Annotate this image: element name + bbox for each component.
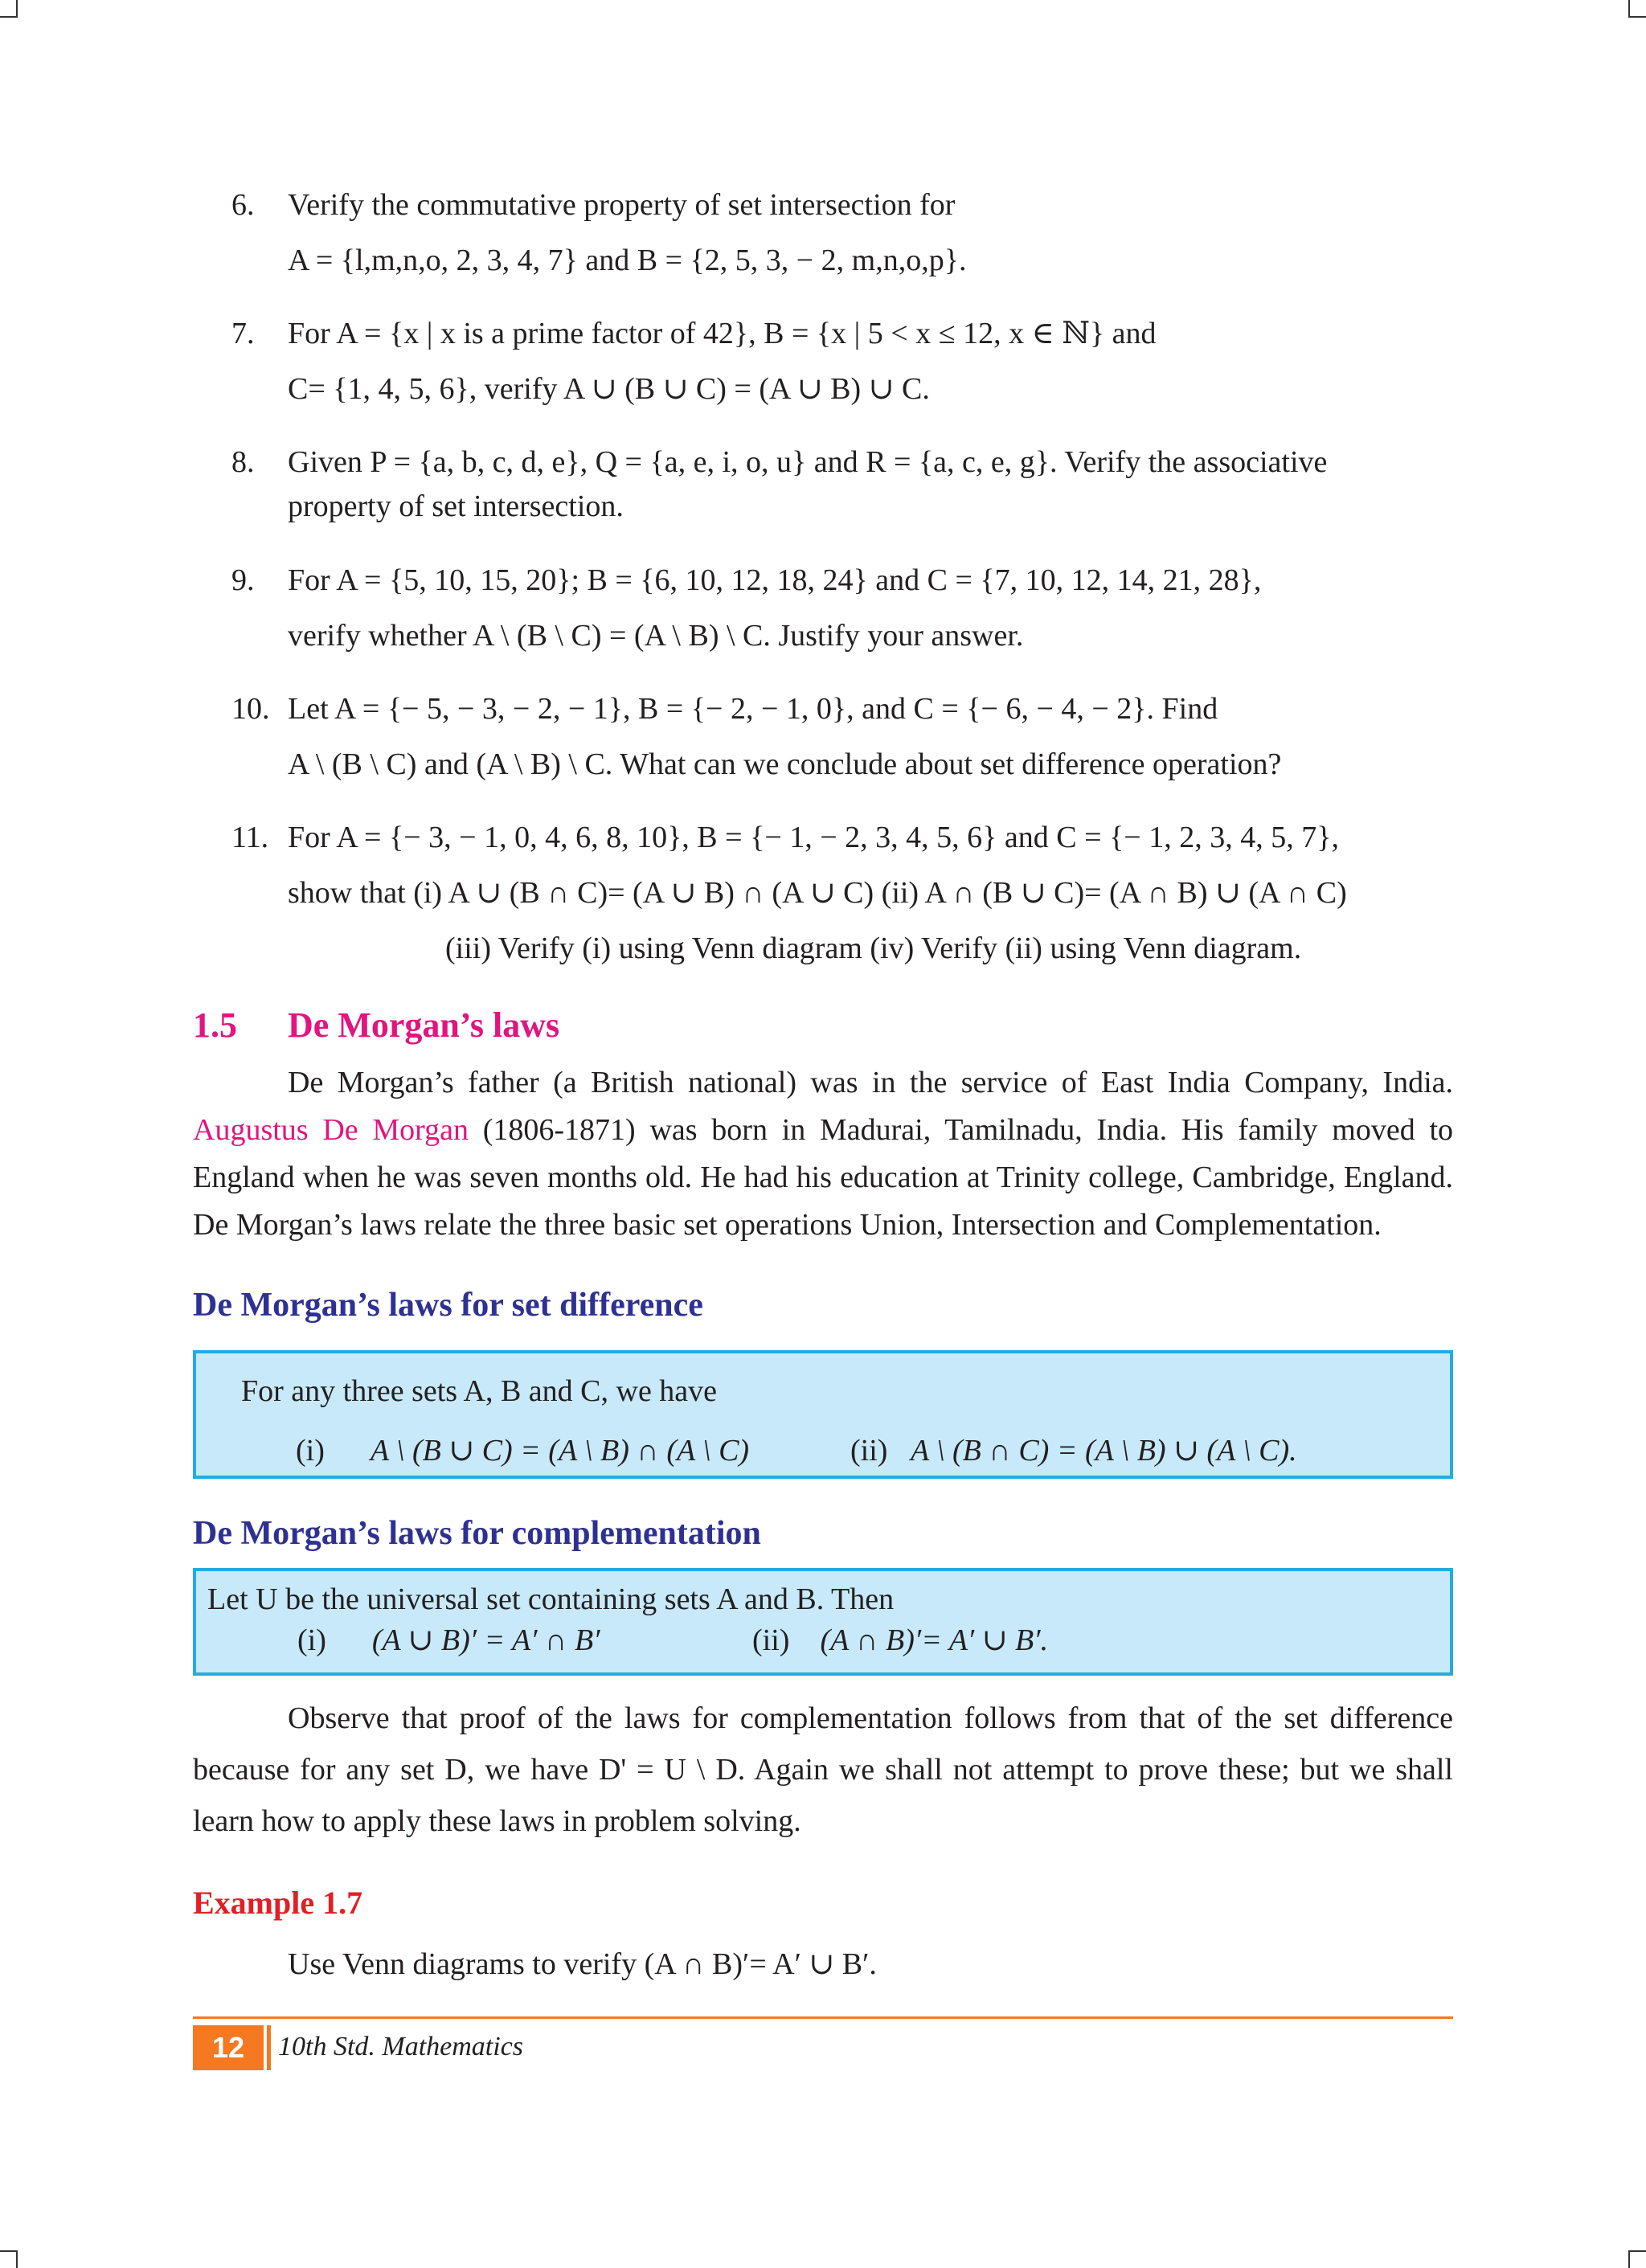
- exercise-number: 9.: [231, 563, 255, 597]
- set-difference-law-i: A \ (B ∪ C) = (A \ B) ∩ (A \ C): [370, 1433, 750, 1468]
- exercise-number: 11.: [231, 820, 269, 854]
- section-heading: [193, 1000, 1453, 1051]
- complementation-intro: Let U be the universal set containing sets A and B. Then: [207, 1582, 895, 1617]
- observe-paragraph: Observe that proof of the laws for complementation follows from that of the set difference because for any set D, we have D' = U \ D. Again we shall not attempt to prove these; but we shall learn how to apply these laws in problem solving.: [193, 1701, 1453, 1839]
- page-content: [193, 183, 1453, 1987]
- law-label: (ii): [850, 1433, 888, 1468]
- exercise-number: 6.: [231, 188, 255, 222]
- de-morgan-name: Augustus De Morgan: [193, 1112, 469, 1147]
- exercise-text: Let A = {− 5, − 3, − 2, − 1}, B = {− 2, − 1, 0}, and C = {− 6, − 4, − 2}. Find: [288, 691, 1218, 726]
- law-label: (ii): [752, 1623, 790, 1658]
- set-difference-box: [193, 1350, 1453, 1479]
- exercise-10: [193, 687, 1453, 787]
- complementation-law-ii: (A ∩ B)′= A′ ∪ B′.: [820, 1623, 1049, 1658]
- exercise-text: property of set intersection.: [288, 489, 624, 524]
- exercise-11: [193, 816, 1453, 971]
- complementation-heading: De Morgan’s laws for complementation: [193, 1515, 761, 1553]
- section-number: 1.5: [193, 1005, 237, 1046]
- example-label: Example 1.7: [193, 1884, 363, 1921]
- exercise-text: (iii) Verify (i) using Venn diagram (iv) Verify (ii) using Venn diagram.: [445, 931, 1302, 966]
- page-number: 12: [193, 2025, 264, 2070]
- exercise-text: For A = {− 3, − 1, 0, 4, 6, 8, 10}, B = {− 1, − 2, 3, 4, 5, 6} and C = {− 1, 2, 3, 4, 5, 7},: [288, 820, 1339, 854]
- exercise-number: 8.: [231, 445, 255, 480]
- example-text: Use Venn diagrams to verify (A ∩ B)′= A′ ∪ B′.: [288, 1947, 877, 1981]
- exercise-number: 7.: [231, 317, 255, 351]
- exercise-text: show that (i) A ∪ (B ∩ C)= (A ∪ B) ∩ (A ∪ C) (ii) A ∩ (B ∪ C)= (A ∩ B) ∪ (A ∩ C): [288, 876, 1347, 911]
- exercise-9: [193, 559, 1453, 658]
- exercise-text: Given P = {a, b, c, d, e}, Q = {a, e, i, o, u} and R = {a, c, e, g}. Verify the associative: [288, 445, 1328, 480]
- crop-mark-top-right: [1628, 0, 1646, 18]
- crop-mark-bottom-right: [1628, 2250, 1646, 2268]
- exercise-text: For A = {5, 10, 15, 20}; B = {6, 10, 12, 18, 24} and C = {7, 10, 12, 14, 21, 28},: [288, 563, 1262, 597]
- exercise-8: [193, 440, 1453, 529]
- law-label: (i): [297, 1623, 326, 1658]
- section-title: De Morgan’s laws: [288, 1005, 560, 1046]
- exercise-6: [193, 183, 1453, 283]
- exercise-text: A = {l,m,n,o, 2, 3, 4, 7} and B = {2, 5, 3, − 2, m,n,o,p}.: [288, 244, 967, 278]
- crop-mark-top-left: [0, 0, 18, 18]
- set-difference-law-ii: A \ (B ∩ C) = (A \ B) ∪ (A \ C).: [910, 1433, 1297, 1468]
- exercise-text: verify whether A \ (B \ C) = (A \ B) \ C. Justify your answer.: [288, 618, 1024, 653]
- set-difference-intro: For any three sets A, B and C, we have: [241, 1374, 718, 1409]
- exercise-text: For A = {x | x is a prime factor of 42}, B = {x | 5 < x ≤ 12, x ∈ ℕ} and: [288, 317, 1157, 351]
- exercise-text: C= {1, 4, 5, 6}, verify A ∪ (B ∪ C) = (A ∪ B) ∪ C.: [288, 372, 930, 407]
- intro-paragraph: De Morgan’s father (a British national) was in the service of East India Company, India. Augustus De Morgan (1806-1871) was born in Madurai, Tamilnadu, India. His family moved to England when he was seven months old. He had his education at Trinity college, Cambridge, England. De Morgan’s laws relate the three basic set operations Union, Intersection and Complementation.: [193, 1066, 1454, 1242]
- complementation-law-i: (A ∪ B)′ = A′ ∩ B′: [371, 1623, 600, 1658]
- exercise-7: [193, 312, 1453, 411]
- exercise-text: Verify the commutative property of set intersection for: [288, 188, 956, 222]
- footer-rule: [193, 2016, 1453, 2019]
- complementation-box: [193, 1568, 1453, 1676]
- exercise-text: A \ (B \ C) and (A \ B) \ C. What can we conclude about set difference operation?: [288, 747, 1282, 781]
- crop-mark-bottom-left: [0, 2250, 18, 2268]
- book-title: 10th Std. Mathematics: [278, 2032, 524, 2061]
- set-difference-heading: De Morgan’s laws for set difference: [193, 1286, 703, 1324]
- exercise-number: 10.: [231, 691, 270, 726]
- footer-divider: [267, 2025, 271, 2070]
- law-label: (i): [296, 1433, 325, 1468]
